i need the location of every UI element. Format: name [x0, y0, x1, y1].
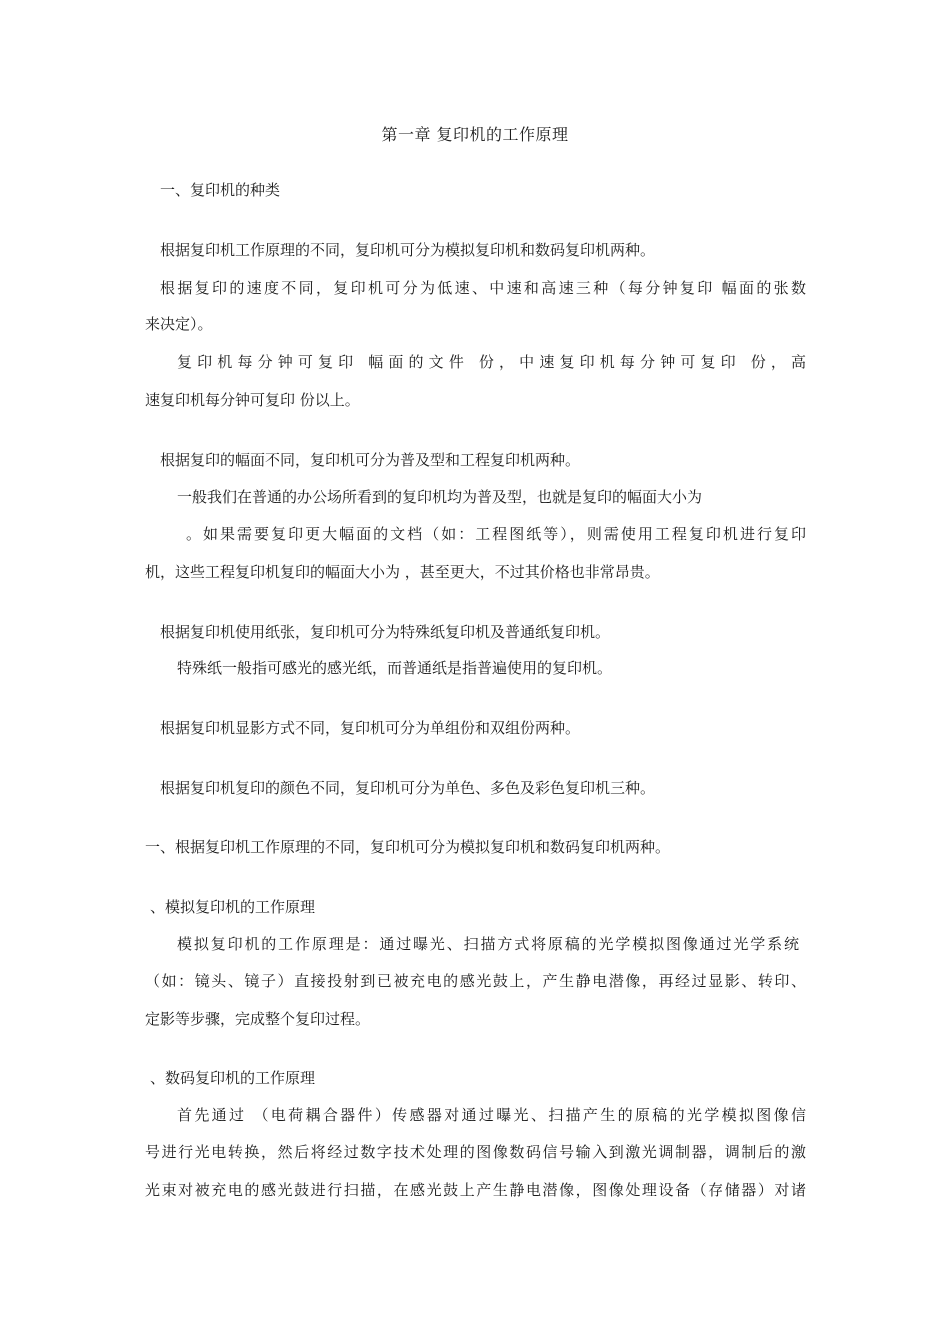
paragraph-10: 一、根据复印机工作原理的不同，复印机可分为模拟复印机和数码复印机两种。 [145, 838, 671, 856]
chapter-title: 第一章 复印机的工作原理 [381, 125, 569, 144]
subsection-1-line-3: 定影等步骤，完成整个复印过程。 [145, 1010, 371, 1028]
paragraph-3-line-2: 速复印机每分钟可复印 份以上。 [145, 391, 360, 409]
paragraph-4: 根据复印的幅面不同，复印机可分为普及型和工程复印机两种。 [160, 451, 581, 469]
section-heading: 一、复印机的种类 [160, 181, 281, 199]
subsection-1-line-1: 模拟复印机的工作原理是：通过曝光、扫描方式将原稿的光学模拟图像通过光学系统 [177, 935, 799, 953]
paragraph-9: 根据复印机复印的颜色不同，复印机可分为单色、多色及彩色复印机三种。 [160, 779, 656, 797]
subsection-2-heading: 、数码复印机的工作原理 [150, 1069, 316, 1087]
subsection-2-line-1: 首先通过 （电荷耦合器件）传感器对通过曝光、扫描产生的原稿的光学模拟图像信 [177, 1106, 806, 1124]
paragraph-8: 根据复印机显影方式不同，复印机可分为单组份和双组份两种。 [160, 719, 581, 737]
paragraph-5-line-3: 机，这些工程复印机复印的幅面大小为 ，甚至更大，不过其价格也非常昂贵。 [145, 563, 660, 581]
subsection-1-line-2: （如：镜头、镜子）直接投射到已被充电的感光鼓上，产生静电潜像，再经过显影、转印、 [145, 972, 806, 990]
subsection-1-heading: 、模拟复印机的工作原理 [150, 898, 316, 916]
paragraph-2-line-2: 来决定）。 [145, 315, 213, 333]
paragraph-2-line-1: 根据复印的速度不同，复印机可分为低速、中速和高速三种（每分钟复印 幅面的张数 [160, 279, 806, 297]
paragraph-3-line-1: 复印机每分钟可复印 幅面的文件 份，中速复印机每分钟可复印 份，高 [177, 353, 806, 371]
subsection-2-line-3: 光束对被充电的感光鼓进行扫描，在感光鼓上产生静电潜像，图像处理设备（存储器）对诸 [145, 1181, 806, 1199]
subsection-2-line-2: 号进行光电转换，然后将经过数字技术处理的图像数码信号输入到激光调制器，调制后的激 [145, 1143, 806, 1161]
paragraph-1: 根据复印机工作原理的不同，复印机可分为模拟复印机和数码复印机两种。 [160, 241, 656, 259]
paragraph-7: 特殊纸一般指可感光的感光纸，而普通纸是指普遍使用的复印机。 [177, 659, 613, 677]
paragraph-5-line-2: 。如果需要复印更大幅面的文档（如：工程图纸等），则需使用工程复印机进行复印 [186, 525, 806, 543]
paragraph-6: 根据复印机使用纸张，复印机可分为特殊纸复印机及普通纸复印机。 [160, 623, 611, 641]
paragraph-5-line-1: 一般我们在普通的办公场所看到的复印机均为普及型，也就是复印的幅面大小为 [177, 488, 703, 506]
